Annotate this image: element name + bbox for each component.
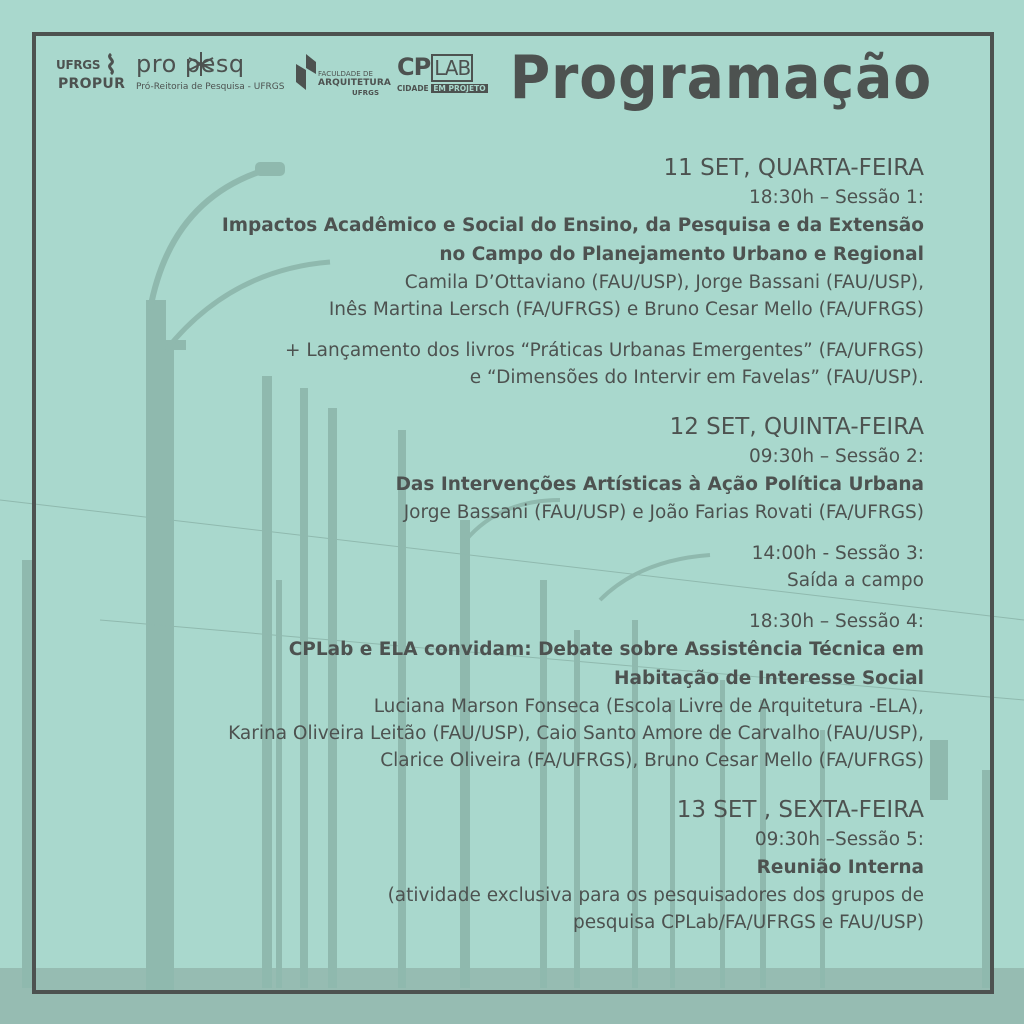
session-time: 09:30h –Sessão 5: [754,829,924,850]
session-people: Clarice Oliveira (FA/UFRGS), Bruno Cesar Mello (FA/UFRGS) [380,750,924,771]
cplab-cp: CP [397,53,431,81]
cplab-logo [397,53,486,100]
session-title: CPLab e ELA convidam: Debate sobre Assistência Técnica em [288,639,924,660]
ufrgs-propur-logo [56,50,126,100]
ufrgs-text: UFRGS [56,58,101,72]
session-people: (atividade exclusiva para os pesquisadores dos grupos de [387,885,924,906]
book-launch: + Lançamento dos livros “Práticas Urbanas Emergentes” (FA/UFRGS) [284,340,924,361]
session-time: 18:30h – Sessão 1: [749,187,924,208]
day-heading: 11 SET, QUARTA-FEIRA [663,155,924,181]
day-heading: 13 SET , SEXTA-FEIRA [676,797,924,823]
propesq-logo [132,48,292,98]
session-people: Jorge Bassani (FAU/USP) e João Farias Rovati (FA/UFRGS) [403,502,924,523]
faculdade-ufrgs-text: UFRGS [352,89,380,97]
session-people: Luciana Marson Fonseca (Escola Livre de Arquitetura -ELA), [373,696,924,717]
session-people: Inês Martina Lersch (FA/UFRGS) e Bruno Cesar Mello (FA/UFRGS) [328,299,924,320]
cplab-lab: LAB [431,54,473,82]
cplab-cidade: CIDADE [397,84,429,93]
arquitetura-text: ARQUITETURA [318,78,391,88]
faculdade-arquitetura-logo [296,52,396,100]
page-title: Programação [509,43,932,113]
session-people: Saída a campo [787,570,924,591]
session-title: no Campo do Planejamento Urbano e Regional [439,244,924,265]
propur-text: PROPUR [58,76,126,92]
session-time: 18:30h – Sessão 4: [749,611,924,632]
faculdade-text: FACULDADE DE [318,70,374,78]
session-title: Reunião Interna [756,857,924,878]
faculdade-emblem-icon [296,54,316,90]
propesq-subtitle: Pró-Reitoria de Pesquisa - UFRGS [136,82,285,92]
session-title: Impactos Acadêmico e Social do Ensino, da Pesquisa e da Extensão [221,215,924,236]
session-people: Camila D’Ottaviano (FAU/USP), Jorge Bassani (FAU/USP), [404,272,924,293]
cplab-em-projeto: EM PROJETO [433,84,486,93]
book-launch: e “Dimensões do Intervir em Favelas” (FAU/USP). [469,367,924,388]
propesq-name: pro pesq [136,50,245,78]
day-heading: 12 SET, QUINTA-FEIRA [669,414,924,440]
program-schedule [164,146,924,936]
session-time: 14:00h - Sessão 3: [751,543,924,564]
ufrgs-emblem-icon [102,52,120,76]
session-title: Habitação de Interesse Social [613,668,924,689]
session-people: pesquisa CPLab/FA/UFRGS e FAU/USP) [572,912,924,933]
session-people: Karina Oliveira Leitão (FAU/USP), Caio Santo Amore de Carvalho (FAU/USP), [228,723,924,744]
propesq-star-icon [186,50,216,78]
session-title: Das Intervenções Artísticas à Ação Política Urbana [395,474,924,495]
session-time: 09:30h – Sessão 2: [749,446,924,467]
